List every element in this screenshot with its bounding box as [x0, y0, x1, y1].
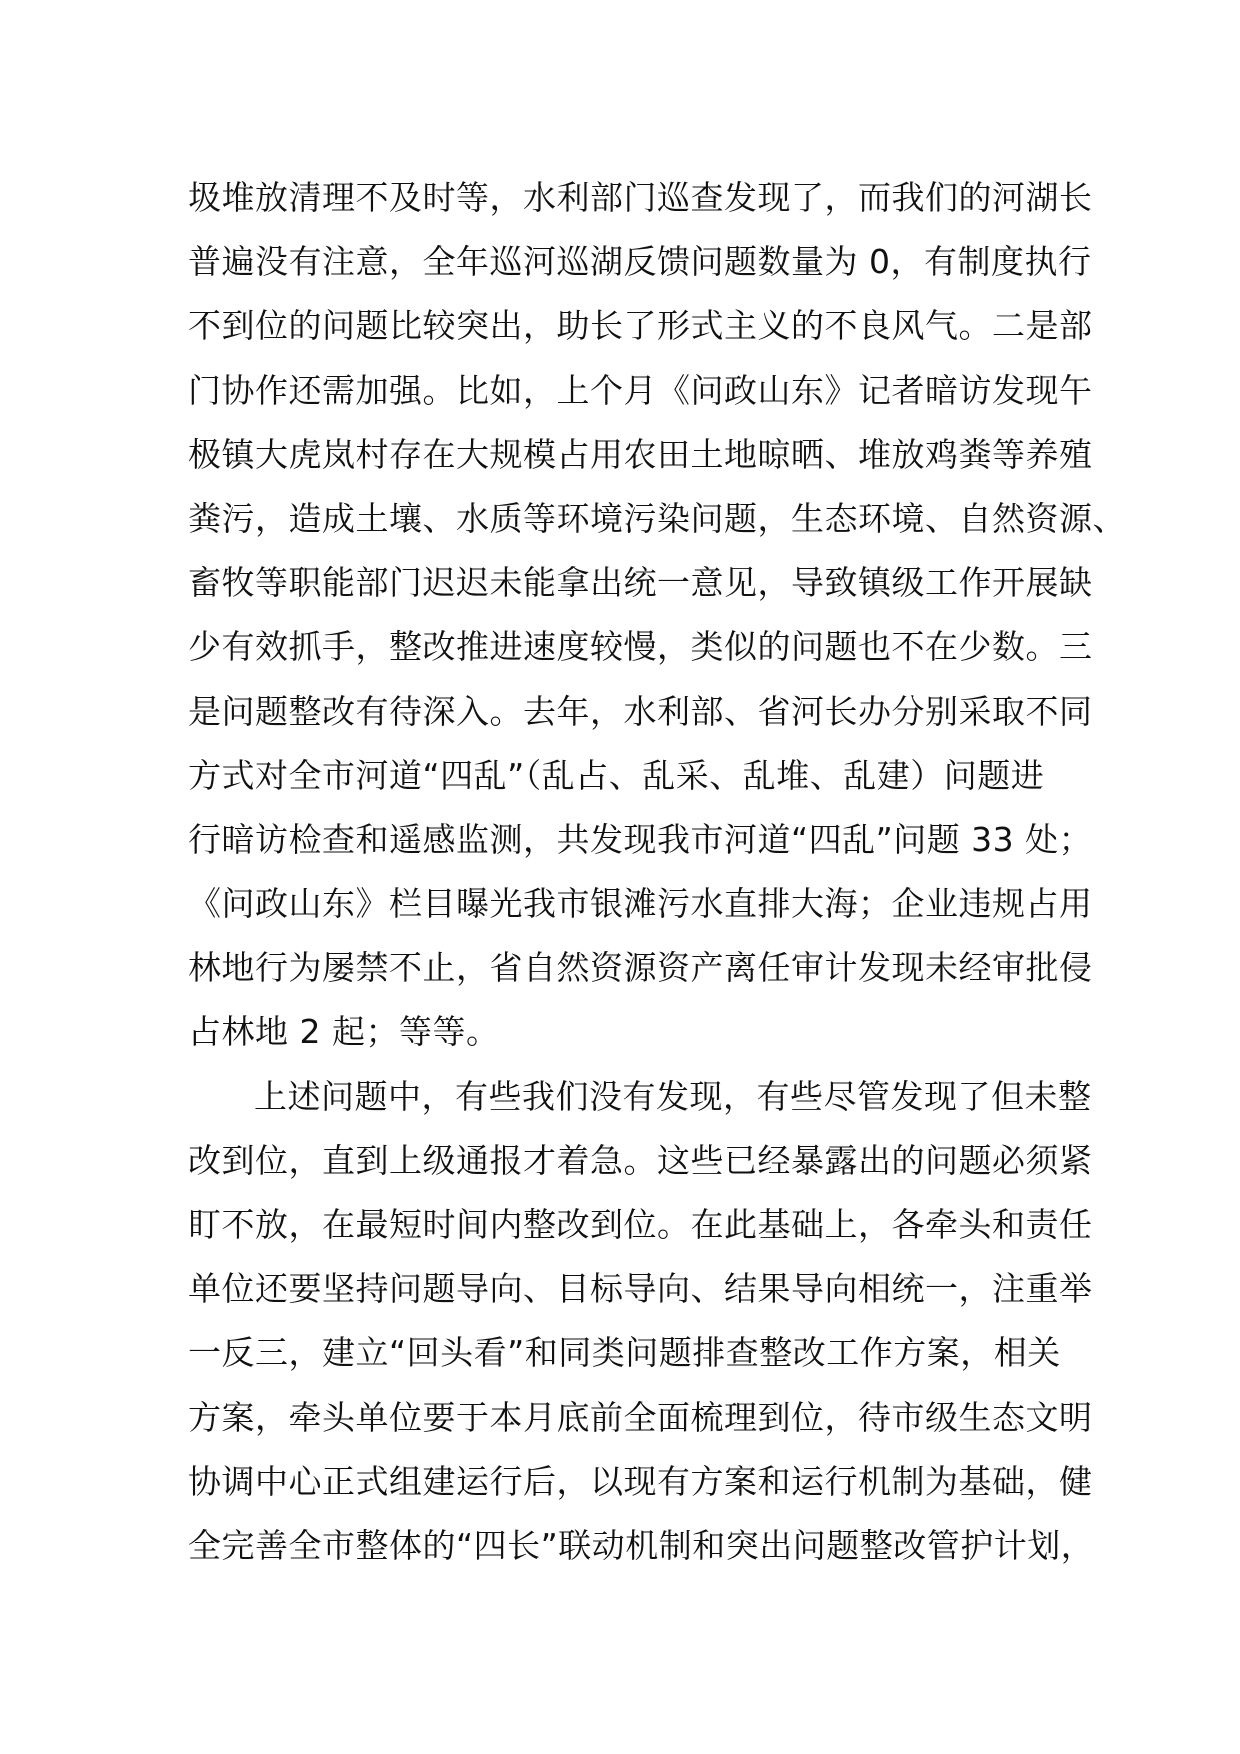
text-line: 《问政山东》栏目曝光我市银滩污水直排大海；企业违规占用 [188, 884, 1093, 924]
text-line: 粪污，造成土壤、水质等环境污染问题，生态环境、自然资源、 [188, 498, 1126, 538]
document-body [188, 166, 1126, 1578]
text-line: 普遍没有注意，全年巡河巡湖反馈问题数量为 0，有制度执行 [188, 242, 1092, 282]
text-line: 极镇大虎岚村存在大规模占用农田土地晾晒、堆放鸡粪等养殖 [188, 434, 1093, 474]
text-line: 全完善全市整体的“四长”联动机制和突出问题整改管护计划， [188, 1525, 1095, 1565]
text-line: 是问题整改有待深入。去年，水利部、省河长办分别采取不同 [188, 691, 1093, 731]
text-line: 方式对全市河道“四乱”（乱占、乱采、乱堆、乱建）问题进 [188, 755, 1045, 795]
paragraph-first-line: 上述问题中，有些我们没有发现，有些尽管发现了但未整 [254, 1076, 1092, 1116]
text-line: 单位还要坚持问题导向、目标导向、结果导向相统一，注重举 [188, 1269, 1093, 1309]
text-line: 少有效抓手，整改推进速度较慢，类似的问题也不在少数。三 [188, 627, 1093, 667]
text-line: 协调中心正式组建运行后，以现有方案和运行机制为基础，健 [188, 1461, 1093, 1501]
text-line: 盯不放，在最短时间内整改到位。在此基础上，各牵头和责任 [188, 1205, 1093, 1244]
text-line: 方案，牵头单位要于本月底前全面梳理到位，待市级生态文明 [188, 1397, 1093, 1437]
text-line: 门协作还需加强。比如，上个月《问政山东》记者暗访发现午 [188, 370, 1093, 410]
text-line: 圾堆放清理不及时等，水利部门巡查发现了，而我们的河湖长 [188, 178, 1093, 217]
text-line: 行暗访检查和遥感监测，共发现我市河道“四乱”问题 33 处； [188, 819, 1093, 859]
text-line: 畜牧等职能部门迟迟未能拿出统一意见，导致镇级工作开展缺 [188, 563, 1093, 603]
text-line: 林地行为屡禁不止，省自然资源资产离任审计发现未经审批侵 [188, 948, 1093, 988]
text-line: 改到位，直到上级通报才着急。这些已经暴露出的问题必须紧 [188, 1140, 1093, 1180]
text-line: 一反三，建立“回头看”和同类问题排查整改工作方案，相关 [188, 1333, 1061, 1373]
text-line: 不到位的问题比较突出，助长了形式主义的不良风气。二是部 [188, 306, 1093, 346]
text-line: 占林地 2 起；等等。 [188, 1012, 500, 1052]
